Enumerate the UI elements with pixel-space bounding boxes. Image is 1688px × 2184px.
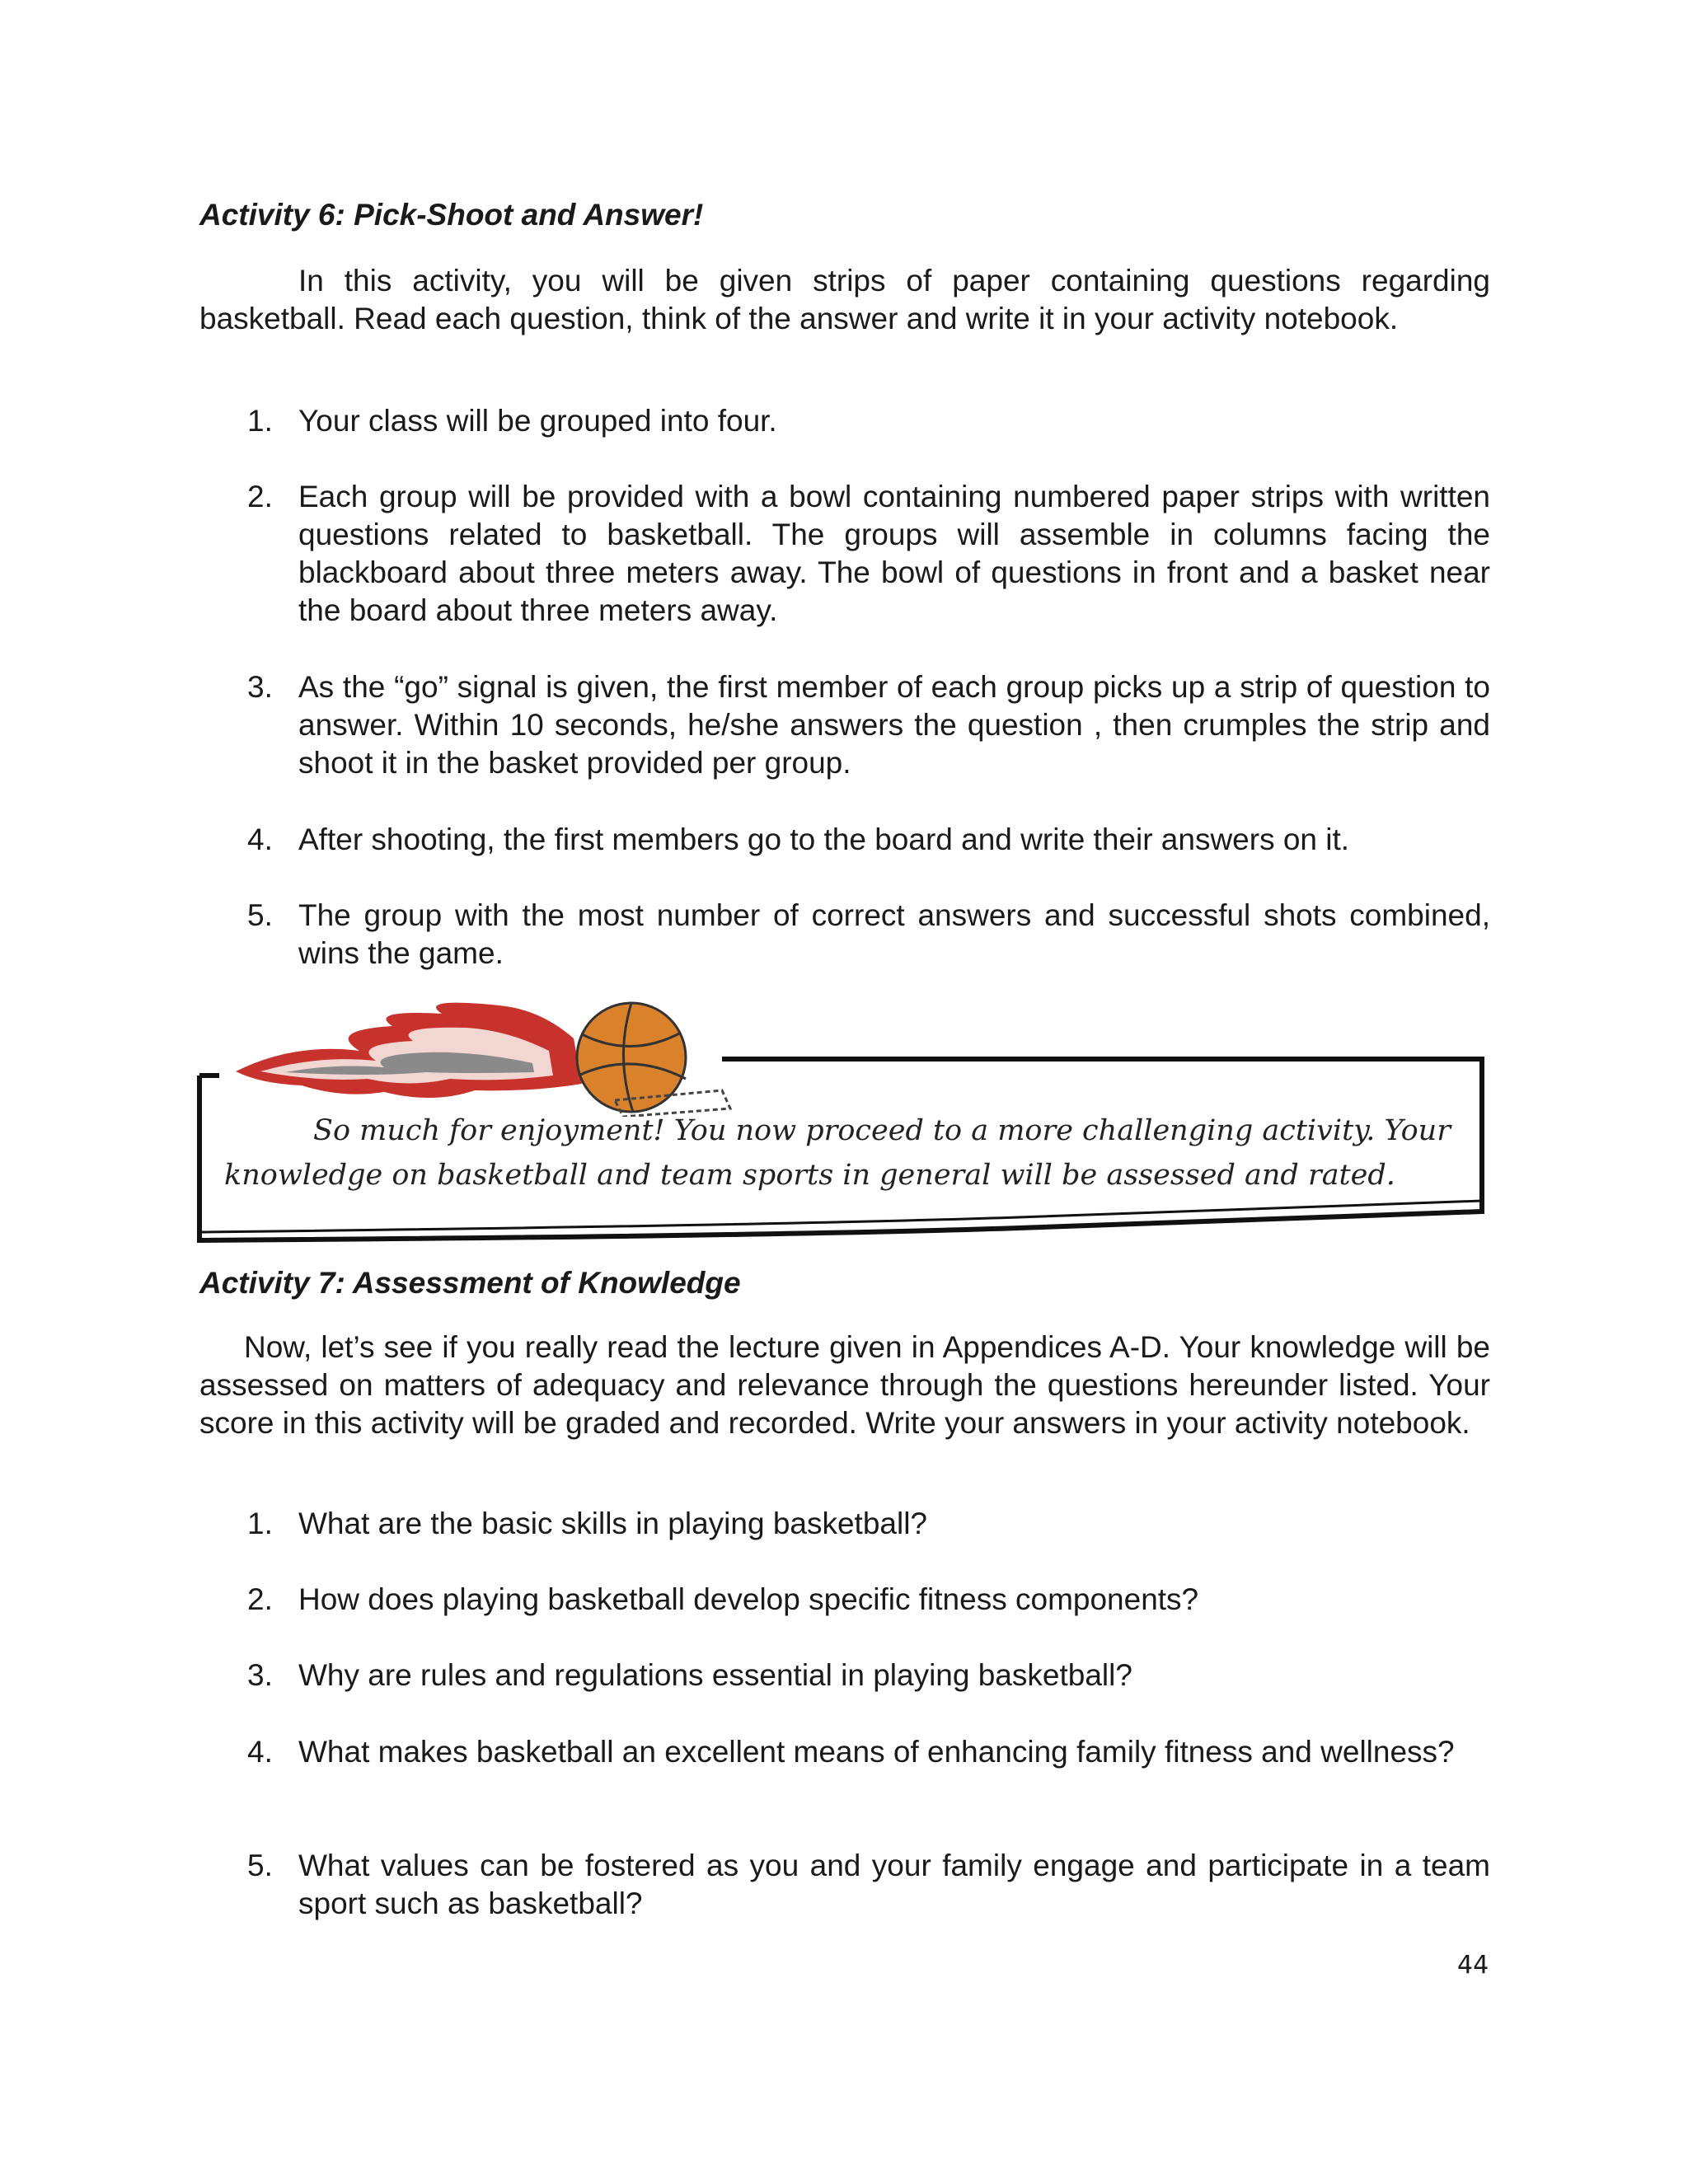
flaming-basketball-icon — [227, 993, 771, 1117]
step-number: 2. — [247, 480, 273, 513]
step-text: After shooting, the first members go to the board and write their answers on it. — [298, 823, 1350, 856]
step-number: 3. — [247, 670, 273, 704]
question-text: Why are rules and regulations essential in playing basketball? — [298, 1658, 1132, 1692]
question-text: How does playing basketball develop specific fitness components? — [298, 1582, 1199, 1616]
question-number: 2. — [247, 1582, 273, 1616]
callout-text — [224, 1108, 1477, 1197]
question-number: 4. — [247, 1735, 273, 1769]
callout-box — [195, 993, 1489, 1249]
step-number: 4. — [247, 823, 273, 856]
callout-message: So much for enjoyment! You now proceed to a more challenging activity. Your knowledge on basketball and team sports in general will be assessed and rated. — [224, 1114, 1451, 1192]
question-text: What are the basic skills in playing basketball? — [298, 1507, 927, 1540]
step-number: 5. — [247, 898, 273, 932]
activity-6-title: Activity 6: Pick-Shoot and Answer! — [199, 198, 704, 232]
step-text: Your class will be grouped into four. — [298, 404, 777, 438]
question-text: What makes basketball an excellent means of enhancing family fitness and wellness? — [298, 1735, 1455, 1769]
step-number: 1. — [247, 404, 273, 438]
question-number: 5. — [247, 1849, 273, 1882]
activity-7-title: Activity 7: Assessment of Knowledge — [199, 1266, 741, 1300]
activity-6-intro: In this activity, you will be given strips of paper containing questions regarding basketball. Read each question, think of the answer and write it in your activity notebook. — [199, 264, 1490, 335]
question-text: What values can be fostered as you and your family engage and participate in a team sport such as basketball? — [298, 1849, 1490, 1920]
question-number: 1. — [247, 1507, 273, 1540]
step-text: Each group will be provided with a bowl containing numbered paper strips with written questions related to basketball. The groups will assemble in columns facing the blackboard about three meters away. The bowl of questions in front and a basket near the board about three meters away. — [298, 480, 1490, 627]
question-number: 3. — [247, 1658, 273, 1692]
step-text: The group with the most number of correct answers and successful shots combined, wins the game. — [298, 898, 1490, 970]
activity-7-intro: Now, let’s see if you really read the lecture given in Appendices A-D. Your knowledge will be assessed on matters of adequacy and relevance through the questions hereunder listed. Your score in this activity will be graded and recorded. Write your answers in your activity notebook. — [199, 1330, 1490, 1440]
step-text: As the “go” signal is given, the first member of each group picks up a strip of question to answer. Within 10 seconds, he/she answers the question , then crumples the strip and shoot it in the basket provided per group. — [298, 670, 1490, 780]
page-number: 44 — [1457, 1951, 1489, 1980]
